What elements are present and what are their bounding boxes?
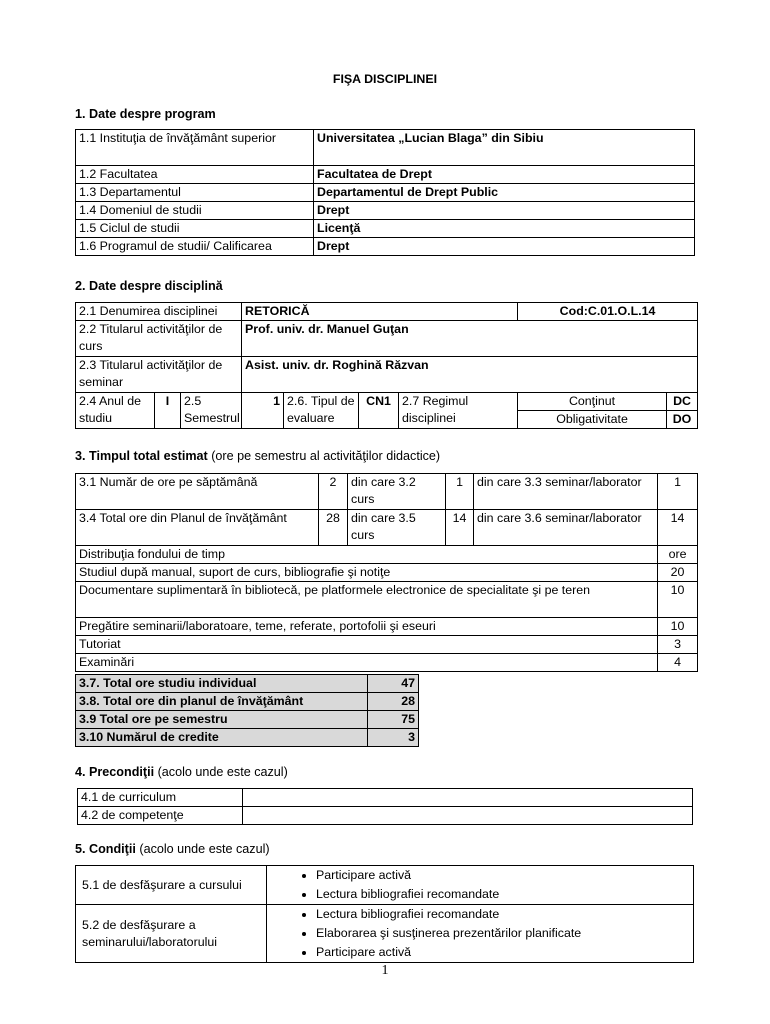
program-label: 1.3 Departamentul bbox=[76, 184, 314, 202]
section-3-heading-bold: 3. Timpul total estimat bbox=[75, 449, 208, 463]
program-value: Licenţă bbox=[314, 220, 695, 238]
course-holder-label: 2.2 Titularul activităţilor de curs bbox=[76, 321, 242, 357]
section-3-heading-rest: (ore pe semestru al activităţilor didactice) bbox=[207, 449, 441, 463]
program-value: Facultatea de Drept bbox=[314, 166, 695, 184]
program-value: Universitatea „Lucian Blaga” din Sibiu bbox=[314, 130, 695, 166]
table-row bbox=[76, 357, 698, 393]
obligation-value: DO bbox=[667, 411, 698, 429]
evaluation-label: 2.6. Tipul de evaluare bbox=[284, 393, 359, 429]
program-label: 1.2 Facultatea bbox=[76, 166, 314, 184]
table-row bbox=[76, 564, 698, 582]
distribution-unit: ore bbox=[658, 546, 698, 564]
section-5-heading-bold: 5. Condiţii bbox=[75, 842, 136, 856]
table-row bbox=[76, 393, 698, 411]
course-hours-label: din care 3.2 curs bbox=[348, 474, 446, 510]
table-row bbox=[76, 202, 695, 220]
year-label: 2.4 Anul de studiu bbox=[76, 393, 155, 429]
activity-label: Tutoriat bbox=[76, 636, 658, 654]
evaluation-value: CN1 bbox=[359, 393, 399, 429]
regime-label: 2.7 Regimul disciplinei bbox=[399, 393, 518, 429]
table-row bbox=[76, 866, 694, 905]
table-row bbox=[76, 238, 695, 256]
semester-label: 2.5 Semestrul bbox=[181, 393, 242, 429]
list-item: • Lectura bibliografiei recomandate bbox=[316, 905, 690, 924]
activity-label: Documentare suplimentară în bibliotecă, pe platformele electronice de specialitate şi pe teren bbox=[76, 582, 658, 618]
table-row bbox=[76, 474, 698, 510]
total-value: 3 bbox=[368, 729, 419, 747]
list-item: • Participare activă bbox=[316, 866, 690, 885]
program-value: Drept bbox=[314, 238, 695, 256]
discipline-name-label: 2.1 Denumirea disciplinei bbox=[76, 303, 242, 321]
seminar-conditions-label: 5.2 de desfăşurare a seminarului/laboratorului bbox=[76, 905, 267, 963]
totals-table bbox=[75, 674, 419, 747]
activity-label: Studiul după manual, suport de curs, bibliografie şi notiţe bbox=[76, 564, 658, 582]
total-value: 75 bbox=[368, 711, 419, 729]
activity-hours: 20 bbox=[658, 564, 698, 582]
table-row bbox=[76, 220, 695, 238]
table-row bbox=[76, 636, 698, 654]
total-plan-label: 3.4 Total ore din Planul de învăţământ bbox=[76, 510, 319, 546]
program-label: 1.6 Programul de studii/ Calificarea bbox=[76, 238, 314, 256]
section-5-heading-rest: (acolo unde este cazul) bbox=[135, 842, 270, 856]
year-value: I bbox=[155, 393, 181, 429]
course-holder-value: Prof. univ. dr. Manuel Guţan bbox=[242, 321, 698, 357]
table-row bbox=[76, 654, 698, 672]
activity-hours: 10 bbox=[658, 618, 698, 636]
table-row bbox=[76, 546, 698, 564]
time-table bbox=[75, 473, 698, 672]
section-2-heading: 2. Date despre disciplină bbox=[75, 279, 223, 293]
seminar-total-label: din care 3.6 seminar/laborator bbox=[474, 510, 658, 546]
discipline-code: Cod:C.01.O.L.14 bbox=[518, 303, 698, 321]
seminar-conditions-list bbox=[270, 905, 690, 962]
preconditions-table bbox=[77, 788, 693, 825]
total-value: 47 bbox=[368, 675, 419, 693]
activity-hours: 10 bbox=[658, 582, 698, 618]
section-4-heading-bold: 4. Precondiţii bbox=[75, 765, 155, 779]
table-row bbox=[76, 582, 698, 618]
table-row bbox=[76, 729, 419, 747]
total-value: 28 bbox=[368, 693, 419, 711]
program-label: 1.5 Ciclul de studii bbox=[76, 220, 314, 238]
list-item: • Lectura bibliografiei recomandate bbox=[316, 885, 690, 904]
hours-week-value: 2 bbox=[319, 474, 348, 510]
precondition-value bbox=[243, 807, 693, 825]
content-value: DC bbox=[667, 393, 698, 411]
list-item: • Elaborarea şi susţinerea prezentărilor planificate bbox=[316, 924, 690, 943]
table-row bbox=[76, 130, 695, 166]
program-value: Departamentul de Drept Public bbox=[314, 184, 695, 202]
course-conditions-list bbox=[270, 866, 690, 904]
program-table bbox=[75, 129, 695, 256]
seminar-hours-label: din care 3.3 seminar/laborator bbox=[474, 474, 658, 510]
table-row bbox=[76, 905, 694, 963]
activity-hours: 4 bbox=[658, 654, 698, 672]
table-row bbox=[76, 711, 419, 729]
content-label: Conţinut bbox=[518, 393, 667, 411]
course-total-value: 14 bbox=[446, 510, 474, 546]
table-row bbox=[76, 166, 695, 184]
course-hours-value: 1 bbox=[446, 474, 474, 510]
seminar-total-value: 14 bbox=[658, 510, 698, 546]
table-row bbox=[76, 618, 698, 636]
section-1-heading: 1. Date despre program bbox=[75, 107, 216, 121]
seminar-holder-value: Asist. univ. dr. Roghină Răzvan bbox=[242, 357, 698, 393]
section-5-heading bbox=[75, 842, 270, 856]
discipline-table bbox=[75, 302, 698, 429]
program-label: 1.4 Domeniul de studii bbox=[76, 202, 314, 220]
conditions-table bbox=[75, 865, 694, 963]
seminar-hours-value: 1 bbox=[658, 474, 698, 510]
table-row bbox=[78, 789, 693, 807]
semester-value: 1 bbox=[242, 393, 284, 429]
precondition-value bbox=[243, 789, 693, 807]
precondition-label: 4.2 de competenţe bbox=[78, 807, 243, 825]
table-row bbox=[76, 184, 695, 202]
section-4-heading-rest: (acolo unde este cazul) bbox=[154, 765, 288, 779]
total-label: 3.9 Total ore pe semestru bbox=[76, 711, 368, 729]
section-4-heading bbox=[75, 765, 288, 779]
section-3-heading bbox=[75, 449, 440, 463]
program-value: Drept bbox=[314, 202, 695, 220]
table-row bbox=[78, 807, 693, 825]
table-row bbox=[76, 510, 698, 546]
total-label: 3.8. Total ore din planul de învăţământ bbox=[76, 693, 368, 711]
activity-label: Examinări bbox=[76, 654, 658, 672]
activity-hours: 3 bbox=[658, 636, 698, 654]
document-title: FIŞA DISCIPLINEI bbox=[332, 72, 438, 86]
seminar-holder-label: 2.3 Titularul activităţilor de seminar bbox=[76, 357, 242, 393]
table-row bbox=[76, 321, 698, 357]
page-number: 1 bbox=[381, 963, 389, 978]
total-label: 3.10 Numărul de credite bbox=[76, 729, 368, 747]
hours-week-label: 3.1 Număr de ore pe săptămână bbox=[76, 474, 319, 510]
distribution-label: Distribuţia fondului de timp bbox=[76, 546, 658, 564]
total-plan-value: 28 bbox=[319, 510, 348, 546]
program-label: 1.1 Instituţia de învăţământ superior bbox=[76, 130, 314, 166]
precondition-label: 4.1 de curriculum bbox=[78, 789, 243, 807]
obligation-label: Obligativitate bbox=[518, 411, 667, 429]
table-row bbox=[76, 303, 698, 321]
discipline-name-value: RETORICĂ bbox=[242, 303, 518, 321]
list-item: • Participare activă bbox=[316, 943, 690, 962]
activity-label: Pregătire seminarii/laboratoare, teme, referate, portofolii şi eseuri bbox=[76, 618, 658, 636]
course-total-label: din care 3.5 curs bbox=[348, 510, 446, 546]
table-row bbox=[76, 675, 419, 693]
table-row bbox=[76, 693, 419, 711]
course-conditions-label: 5.1 de desfăşurare a cursului bbox=[76, 866, 267, 905]
total-label: 3.7. Total ore studiu individual bbox=[76, 675, 368, 693]
